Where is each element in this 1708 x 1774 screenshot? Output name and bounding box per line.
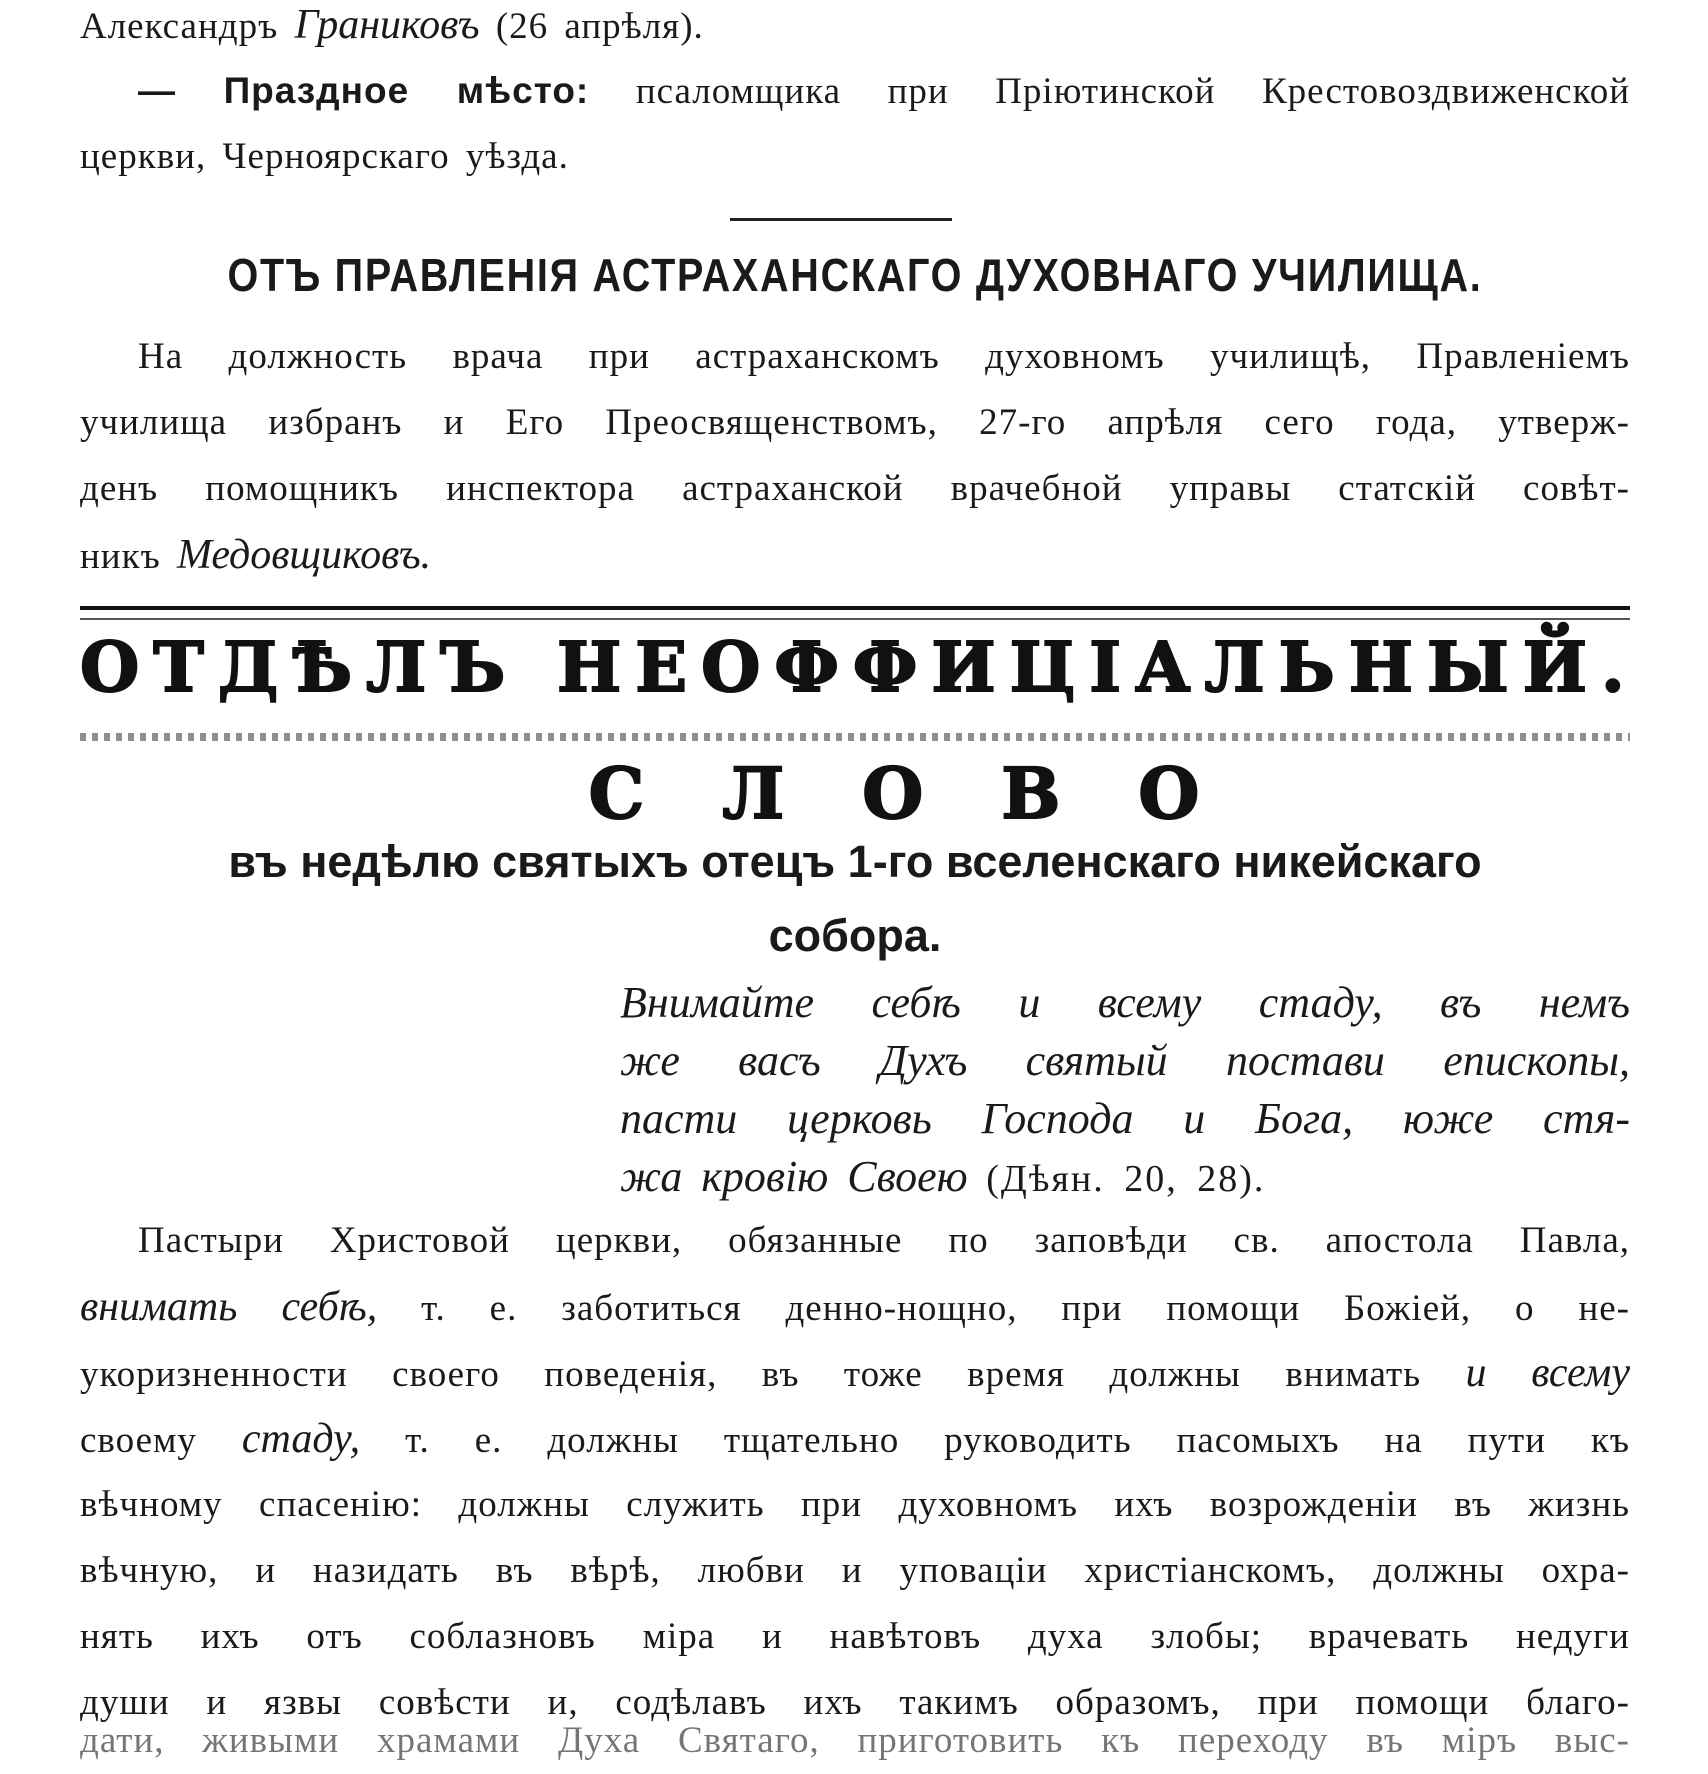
cut-off-line (80, 1720, 1630, 1766)
text-line: внимать себѣ, т. е. заботиться денно-нощно, при помощи Божіей, о не- (80, 1284, 1630, 1330)
sermon-body (80, 1208, 1630, 1736)
text-line: укоризненности своего поведенія, въ тоже время должны внимать и всему (80, 1350, 1631, 1396)
epigraph-line: Внимайте себѣ и всему стаду, въ немъ (620, 978, 1630, 1027)
text-line: церкви, Черноярскаго уѣзда. (80, 136, 569, 177)
top-block (80, 0, 1630, 190)
text-line: Александръ Граниковъ (26 апрѣля). (80, 2, 704, 48)
text-line: вѣчную, и назидать въ вѣрѣ, любви и уповаціи христіанскомъ, должны охра- (80, 1550, 1630, 1591)
text-line: нять ихъ отъ соблазновъ міра и навѣтовъ духа злобы; врачевать недуги (80, 1616, 1630, 1657)
scripture-reference: (Дѣян. 20, 28). (986, 1158, 1266, 1200)
section-heading: ОТЪ ПРАВЛЕНІЯ АСТРАХАНСКАГО ДУХОВНАГО УЧИЛИЩА. (227, 249, 1483, 301)
announcement (80, 324, 1630, 588)
text-line: Пастыри Христовой церкви, обязанные по заповѣди св. апостола Павла, (138, 1220, 1630, 1261)
divider (730, 218, 952, 221)
text-line: вѣчному спасенію: должны служить при духовномъ ихъ возрожденіи въ жизнь (80, 1484, 1630, 1525)
surname: Граниковъ (294, 2, 480, 48)
sermon-heading: СЛОВО (588, 752, 1278, 835)
text-line: души и язвы совѣсти и, содѣлавъ ихъ такимъ образомъ, при помощи благо- (80, 1682, 1630, 1723)
vacancy-line: — Праздное мѣсто: псаломщика при Пріютинской Крестовоздвиженской (138, 70, 1630, 112)
double-rule (80, 606, 1630, 620)
text-line: На должность врача при астраханскомъ духовномъ училищѣ, Правленіемъ (138, 336, 1630, 377)
department-heading: ОТДѢЛЪ НЕОФФИЦІАЛЬНЫЙ. (80, 628, 1639, 708)
epigraph-line: жа кровію Своею (Дѣян. 20, 28). (620, 1152, 1266, 1201)
person-name: Медовщиковъ. (176, 532, 432, 578)
vacancy-label: — Праздное мѣсто: (138, 70, 590, 111)
text-line: никъ Медовщиковъ. (80, 532, 432, 578)
sermon-title: въ недѣлю святыхъ отецъ 1-го вселенскаго никейскаго (228, 836, 1482, 887)
sermon-title-cont: собора. (768, 910, 942, 961)
text-line: училища избранъ и Его Преосвященствомъ, 27-го апрѣля сего года, утверж- (80, 402, 1630, 443)
wavy-rule (80, 733, 1630, 741)
epigraph-line: пасти церковь Господа и Бога, юже стя- (620, 1094, 1630, 1143)
epigraph (620, 974, 1630, 1206)
text-line: денъ помощникъ инспектора астраханской врачебной управы статскій совѣт- (80, 468, 1630, 509)
text-line: своему стаду, т. е. должны тщательно руководить пасомыхъ на пути къ (80, 1416, 1630, 1462)
text-line: дати, живыми храмами Духа Святаго, приготовить къ переходу въ міръ выс- (80, 1720, 1630, 1761)
epigraph-line: же васъ Духъ святый постави епископы, (620, 1036, 1630, 1085)
